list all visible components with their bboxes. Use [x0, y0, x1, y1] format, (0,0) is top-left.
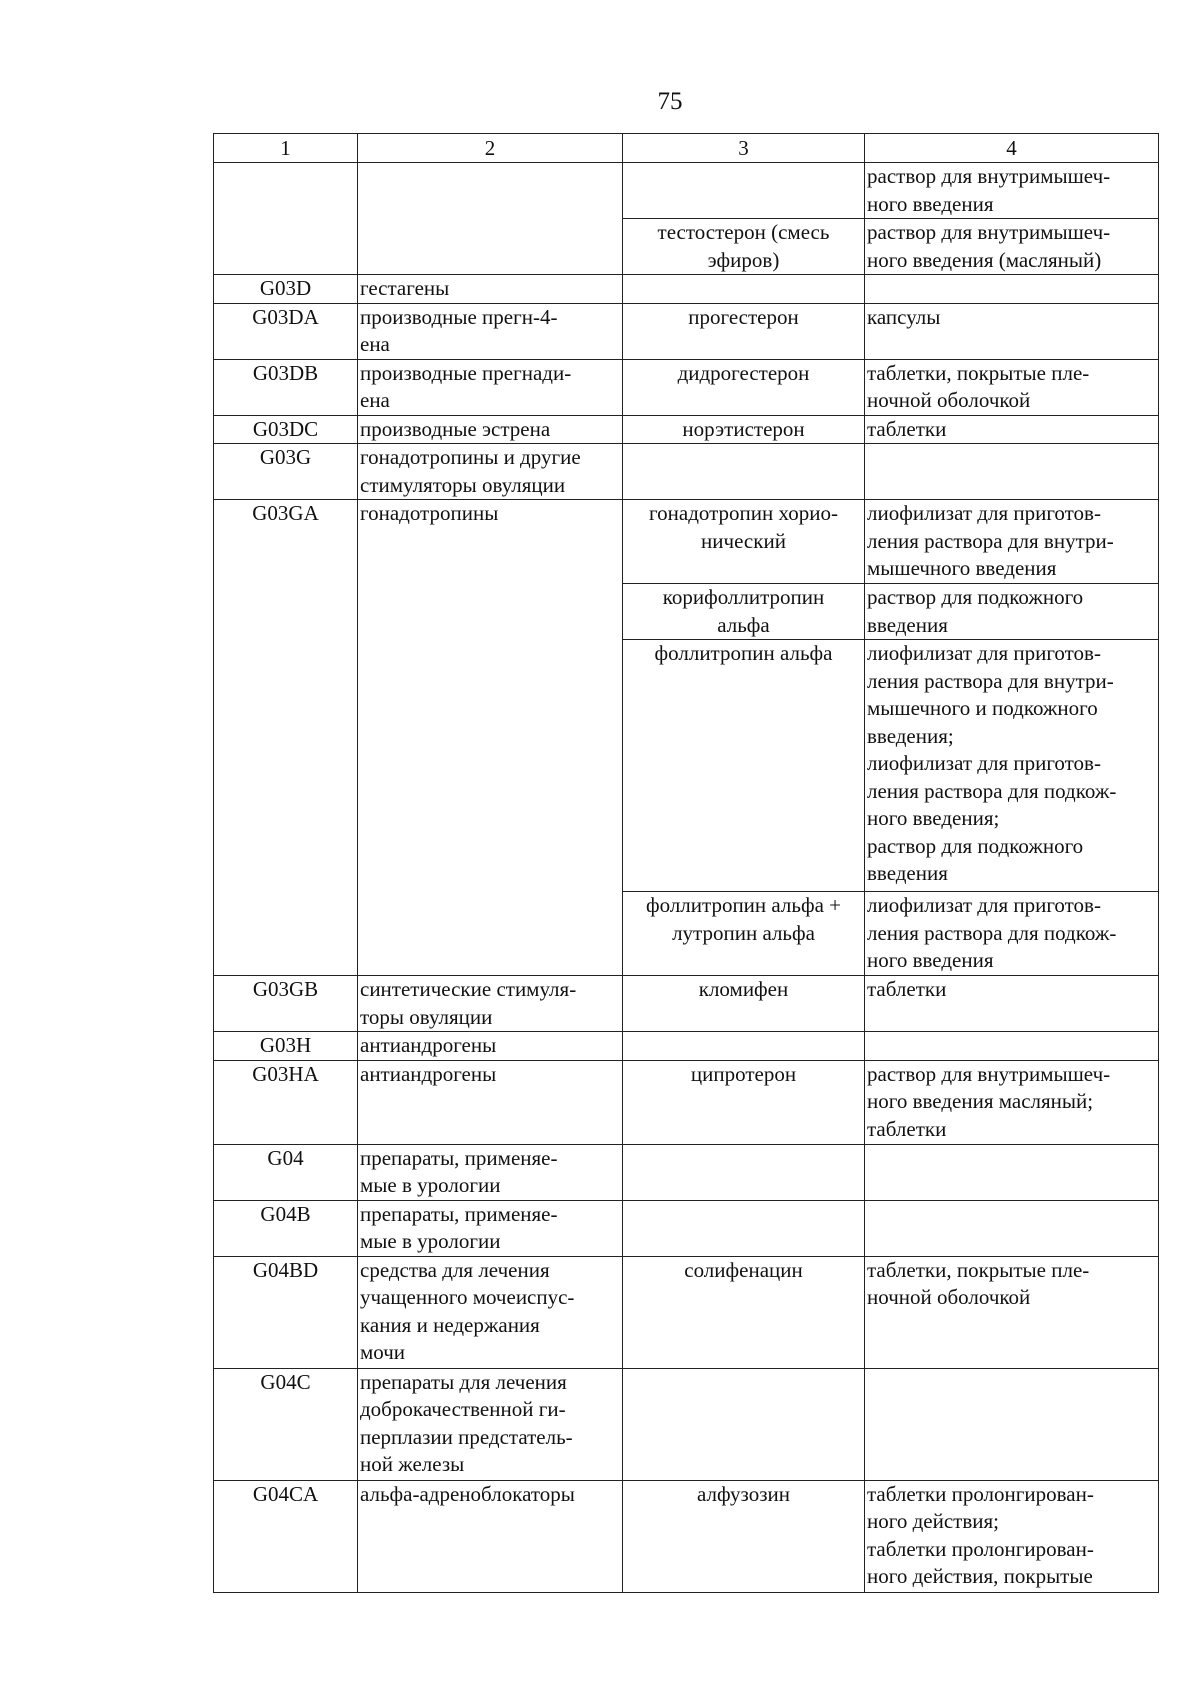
page-number: 75 — [657, 88, 683, 115]
atc-code-cell: G04BD — [214, 1256, 358, 1368]
dosage-form-cell: таблетки — [865, 415, 1159, 444]
group-name-cell: производные эстрена — [358, 415, 623, 444]
dosage-form-cell: таблетки, покрытые пле- ночной оболочкой — [865, 359, 1159, 415]
table-row — [214, 1480, 1159, 1592]
substance-cell: дидрогестерон — [623, 359, 865, 415]
substance-cell: тестостерон (смесь эфиров) — [623, 219, 865, 275]
drug-classification-table — [213, 133, 1159, 1593]
dosage-form-cell — [865, 1200, 1159, 1256]
dosage-form-cell — [865, 1032, 1159, 1061]
dosage-form-cell — [865, 275, 1159, 304]
substance-cell: фоллитропин альфа — [623, 640, 865, 892]
table-row — [214, 1032, 1159, 1061]
dosage-form-cell: капсулы — [865, 303, 1159, 359]
atc-code-cell: G03DC — [214, 415, 358, 444]
group-name-cell: гонадотропины — [358, 500, 623, 976]
substance-cell — [623, 444, 865, 500]
dosage-form-cell: раствор для внутримышеч- ного введения — [865, 163, 1159, 219]
table-row — [214, 359, 1159, 415]
atc-code-cell: G04B — [214, 1200, 358, 1256]
substance-cell: алфузозин — [623, 1480, 865, 1592]
table-row — [214, 1256, 1159, 1368]
group-name-cell: гонадотропины и другие стимуляторы овуляции — [358, 444, 623, 500]
substance-cell: гонадотропин хорио- нический — [623, 500, 865, 584]
table-row — [214, 976, 1159, 1032]
dosage-form-cell: таблетки пролонгирован- ного действия; таблетки пролонгирован- ного действия, покрытые — [865, 1480, 1159, 1592]
substance-cell — [623, 275, 865, 304]
substance-cell: ципротерон — [623, 1060, 865, 1144]
substance-cell: корифоллитропин альфа — [623, 584, 865, 640]
dosage-form-cell: лиофилизат для приготов- ления раствора для подкож- ного введения — [865, 892, 1159, 976]
atc-code-cell: G04C — [214, 1368, 358, 1480]
header-col-4: 4 — [865, 134, 1159, 163]
atc-code-cell: G03HA — [214, 1060, 358, 1144]
table-header-row — [214, 134, 1159, 163]
table-row — [214, 1368, 1159, 1480]
table-row — [214, 1200, 1159, 1256]
group-name-cell: препараты, применяе- мые в урологии — [358, 1144, 623, 1200]
group-name-cell: препараты для лечения доброкачественной ги- перплазии предстатель- ной железы — [358, 1368, 623, 1480]
group-name-cell: антиандрогены — [358, 1060, 623, 1144]
group-name-cell: производные прегнади- ена — [358, 359, 623, 415]
table-row — [214, 1060, 1159, 1144]
substance-cell — [623, 1144, 865, 1200]
substance-cell — [623, 163, 865, 219]
atc-code-cell: G03GB — [214, 976, 358, 1032]
substance-cell: прогестерон — [623, 303, 865, 359]
dosage-form-cell: лиофилизат для приготов- ления раствора для внутри- мышечного введения — [865, 500, 1159, 584]
group-name-cell: средства для лечения учащенного мочеиспус- кания и недержания мочи — [358, 1256, 623, 1368]
group-name-cell: синтетические стимуля- торы овуляции — [358, 976, 623, 1032]
substance-cell: кломифен — [623, 976, 865, 1032]
dosage-form-cell: раствор для внутримышеч- ного введения масляный; таблетки — [865, 1060, 1159, 1144]
group-name-cell: производные прегн-4- ена — [358, 303, 623, 359]
group-name-cell: гестагены — [358, 275, 623, 304]
header-col-1: 1 — [214, 134, 358, 163]
dosage-form-cell: раствор для внутримышеч- ного введения (масляный) — [865, 219, 1159, 275]
group-name-cell: антиандрогены — [358, 1032, 623, 1061]
atc-code-cell: G04 — [214, 1144, 358, 1200]
group-name-cell: альфа-адреноблокаторы — [358, 1480, 623, 1592]
dosage-form-cell: таблетки, покрытые пле- ночной оболочкой — [865, 1256, 1159, 1368]
substance-cell — [623, 1368, 865, 1480]
atc-code-cell: G04CA — [214, 1480, 358, 1592]
table-row — [214, 500, 1159, 584]
group-name-cell: препараты, применяе- мые в урологии — [358, 1200, 623, 1256]
dosage-form-cell — [865, 1368, 1159, 1480]
atc-code-cell: G03D — [214, 275, 358, 304]
substance-cell — [623, 1200, 865, 1256]
header-col-3: 3 — [623, 134, 865, 163]
table-row — [214, 275, 1159, 304]
dosage-form-cell — [865, 1144, 1159, 1200]
table-row — [214, 1144, 1159, 1200]
dosage-form-cell: таблетки — [865, 976, 1159, 1032]
atc-code-cell: G03H — [214, 1032, 358, 1061]
atc-code-cell: G03DB — [214, 359, 358, 415]
table-row — [214, 415, 1159, 444]
substance-cell — [623, 1032, 865, 1061]
atc-code-cell — [214, 163, 358, 275]
dosage-form-cell: лиофилизат для приготов- ления раствора для внутри- мышечного и подкожного введения; лиофилизат для приготов- ления раствора для подкож- ного введения; раствор для подкожного введения — [865, 640, 1159, 892]
substance-cell: солифенацин — [623, 1256, 865, 1368]
substance-cell: фоллитропин альфа + лутропин альфа — [623, 892, 865, 976]
table-row — [214, 163, 1159, 219]
header-col-2: 2 — [358, 134, 623, 163]
dosage-form-cell — [865, 444, 1159, 500]
atc-code-cell: G03DA — [214, 303, 358, 359]
atc-code-cell: G03G — [214, 444, 358, 500]
table-row — [214, 444, 1159, 500]
atc-code-cell: G03GA — [214, 500, 358, 976]
group-name-cell — [358, 163, 623, 275]
dosage-form-cell: раствор для подкожного введения — [865, 584, 1159, 640]
substance-cell: норэтистерон — [623, 415, 865, 444]
table-row — [214, 303, 1159, 359]
